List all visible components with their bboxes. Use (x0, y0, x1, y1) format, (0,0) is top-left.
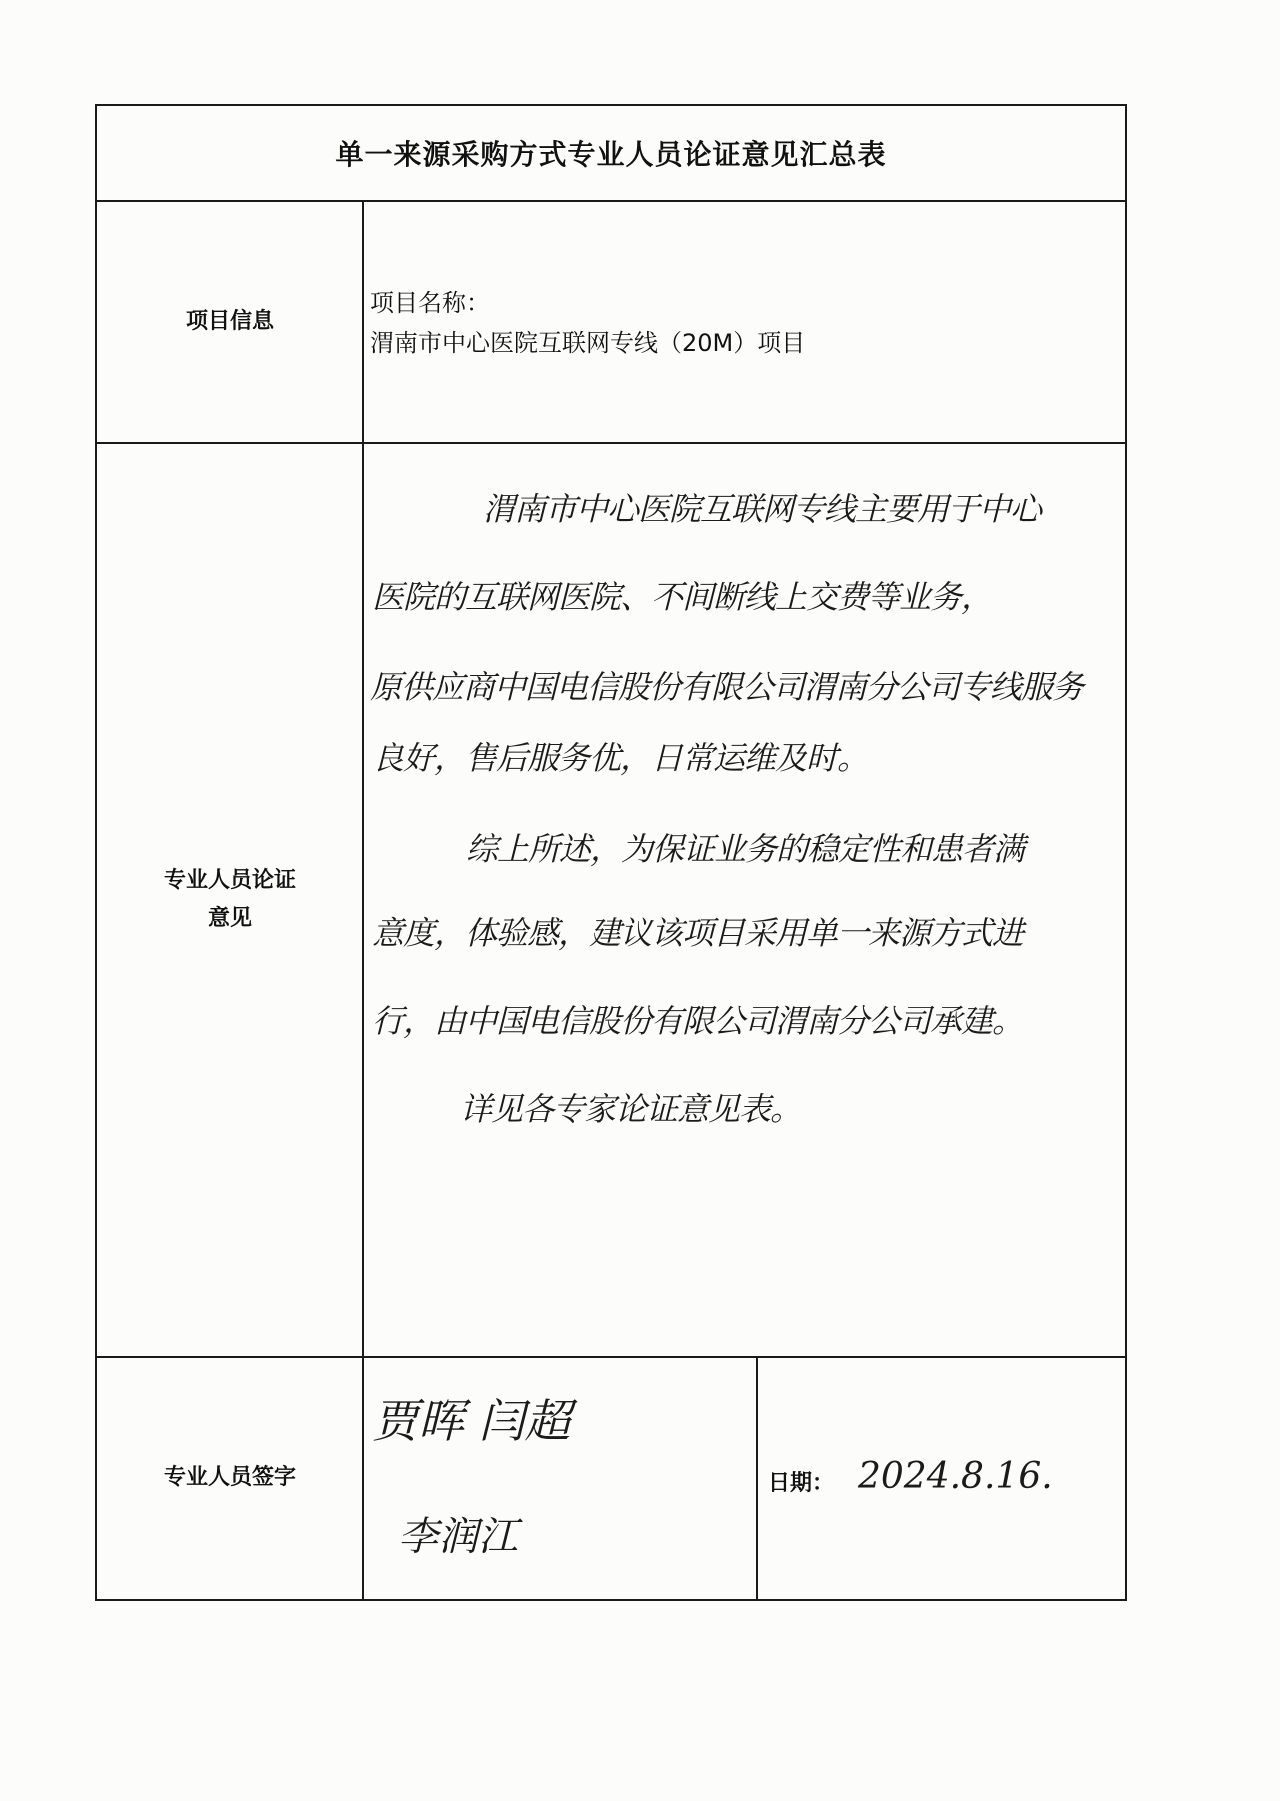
column-divider (756, 1357, 758, 1599)
opinion-handwritten-line: 行，由中国电信股份有限公司渭南分公司承建。 (372, 1002, 1024, 1040)
project-info-label-text: 项目信息 (185, 309, 274, 334)
project-info-label (97, 202, 363, 442)
signature-label (97, 1358, 363, 1598)
form-title: 单一来源采购方式专业人员论证意见汇总表 (335, 137, 887, 171)
opinion-handwritten-line: 良好，售后服务优，日常运维及时。 (372, 739, 869, 777)
opinion-handwritten-line: 综上所述，为保证业务的稳定性和患者满 (466, 830, 1025, 868)
opinion-handwritten-line: 渭南市中心医院互联网专线主要用于中心 (483, 490, 1042, 528)
opinion-label-line2: 意见 (207, 906, 252, 931)
handwritten-signature: 贾晖 闫超 (372, 1394, 571, 1448)
date-label: 日期： (768, 1471, 835, 1496)
opinion-handwritten-line: 原供应商中国电信股份有限公司渭南分公司专线服务 (370, 668, 1084, 706)
opinion-handwritten-line: 意度，体验感，建议该项目采用单一来源方式进 (372, 914, 1024, 952)
opinion-label (97, 444, 363, 1356)
project-name-value: 渭南市中心医院互联网专线（20M）项目 (370, 329, 806, 357)
signature-label-text: 专业人员签字 (163, 1465, 296, 1490)
handwritten-signature: 李润江 (398, 1514, 518, 1560)
opinion-handwritten-line: 详见各专家论证意见表。 (460, 1090, 802, 1128)
project-name-label: 项目名称： (370, 289, 490, 317)
opinion-handwritten-line: 医院的互联网医院、不间断线上交费等业务， (372, 578, 993, 616)
date-value: 2024.8.16. (858, 1456, 1053, 1497)
opinion-label-line1: 专业人员论证 (163, 868, 296, 893)
